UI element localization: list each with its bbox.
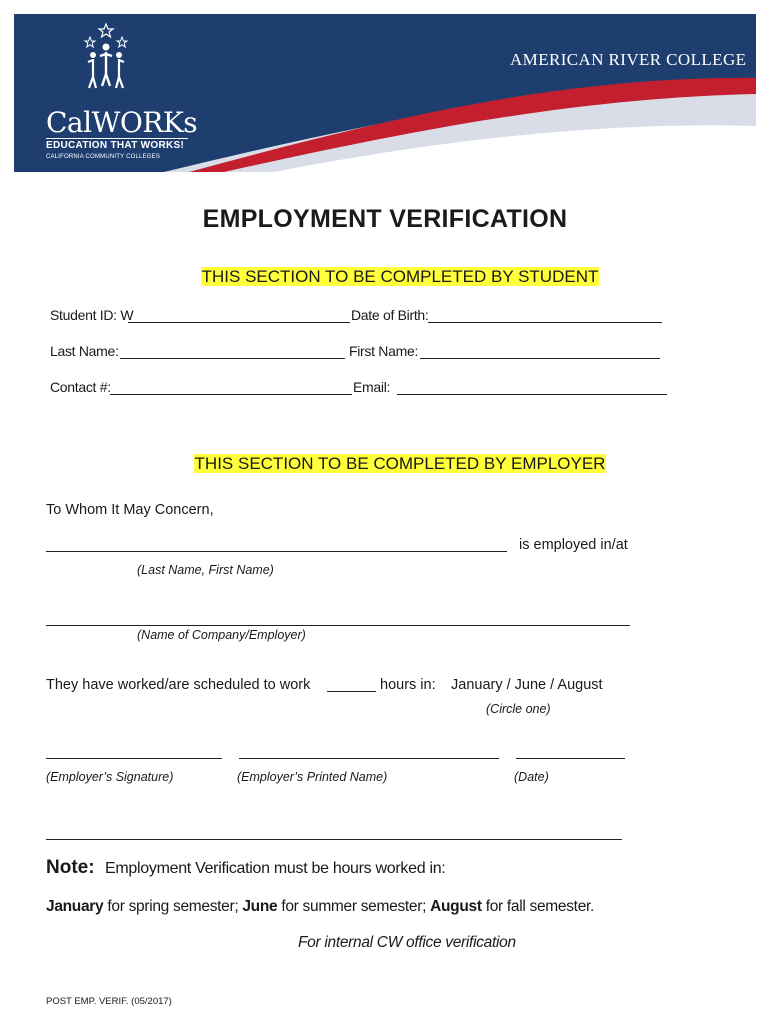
calworks-logo-text: CalWORKs [46,106,198,139]
circle-one-caption: (Circle one) [486,702,551,716]
signature-caption: (Employer’s Signature) [46,770,174,784]
note-label: Note: [46,857,95,878]
student-section-heading-wrap [0,267,770,287]
company-name-field[interactable] [46,625,630,626]
first-name-field[interactable] [420,358,660,359]
date-field[interactable] [516,758,625,759]
january-rest: for spring semester; [107,898,239,915]
first-name-label: First Name: [349,343,419,359]
hours-text-after: hours in: [380,677,436,693]
semester-line [46,898,594,916]
last-name-field[interactable] [120,358,345,359]
company-name-caption: (Name of Company/Employer) [137,628,306,642]
separator-line [46,839,622,840]
contact-field[interactable] [110,394,352,395]
june-word: June [242,898,278,915]
student-id-label: Student ID: W [50,307,134,323]
header-banner [14,14,756,172]
date-caption: (Date) [514,770,549,784]
dob-field[interactable] [428,322,662,323]
printed-name-caption: (Employer’s Printed Name) [237,770,388,784]
student-section-heading: THIS SECTION TO BE COMPLETED BY STUDENT [201,267,599,286]
employer-section-heading: THIS SECTION TO BE COMPLETED BY EMPLOYER [194,454,606,473]
employer-signature-field[interactable] [46,758,222,759]
hours-text-before: They have worked/are scheduled to work [46,677,311,693]
calworks-logo-figures-icon [76,22,136,92]
college-name: AMERICAN RIVER COLLEGE [510,50,747,69]
note-text: Employment Verification must be hours worked in: [105,860,446,877]
employee-name-field[interactable] [46,551,507,552]
august-rest: for fall semester. [485,898,595,915]
logo-subline: CALIFORNIA COMMUNITY COLLEGES [46,154,161,160]
student-id-field[interactable] [128,322,350,323]
footer-form-id: POST EMP. VERIF. (05/2017) [46,996,172,1007]
internal-verification-note: For internal CW office verification [298,934,516,951]
august-word: August [430,898,482,915]
january-word: January [46,898,104,915]
note-line [46,857,445,879]
contact-label: Contact #: [50,379,111,395]
logo-tagline: EDUCATION THAT WORKS! [46,140,185,151]
salutation: To Whom It May Concern, [46,502,214,518]
email-label: Email: [353,379,391,395]
employee-name-caption: (Last Name, First Name) [137,563,274,577]
logo-divider [46,138,188,139]
months-options[interactable]: January / June / August [451,677,603,693]
employed-text: is employed in/at [519,537,628,553]
june-rest: for summer semester; [281,898,427,915]
employer-section-heading-wrap [0,454,770,474]
last-name-label: Last Name: [50,343,119,359]
hours-field[interactable] [327,691,376,692]
employer-printed-name-field[interactable] [239,758,499,759]
dob-label: Date of Birth: [351,307,429,323]
email-field[interactable] [397,394,667,395]
page-title: EMPLOYMENT VERIFICATION [202,205,568,233]
